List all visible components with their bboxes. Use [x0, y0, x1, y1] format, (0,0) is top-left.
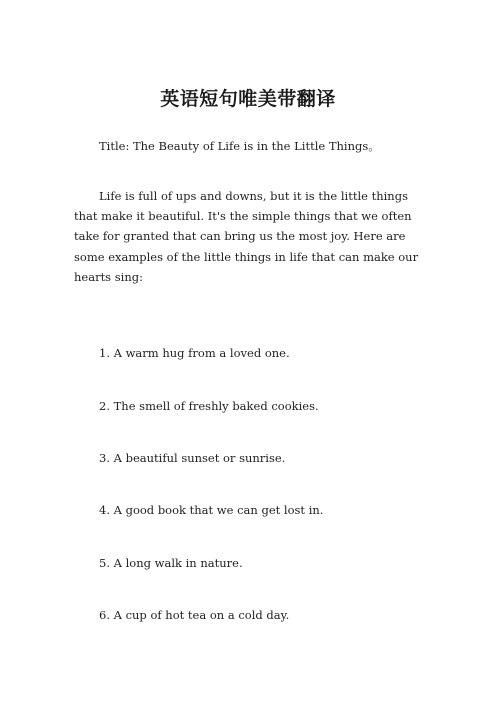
list-item: 5. A long walk in nature. [99, 556, 243, 570]
list-item: 3. A beautiful sunset or sunrise. [99, 451, 286, 465]
page-title: 英语短句唯美带翻译 [160, 88, 336, 110]
document-subtitle: Title: The Beauty of Life is in the Little Things。 [99, 139, 380, 153]
list-item: 1. A warm hug from a loved one. [99, 346, 290, 360]
list-item: 4. A good book that we can get lost in. [99, 503, 324, 517]
list-item: 6. A cup of hot tea on a cold day. [99, 608, 290, 622]
list-item: 2. The smell of freshly baked cookies. [99, 399, 319, 413]
intro-paragraph: Life is full of ups and downs, but it is the little things that make it beautiful. It's the simple things that we often take for granted that can bring us the most joy. Here are some examples of the little things in life that can make our hearts sing: [74, 189, 419, 284]
